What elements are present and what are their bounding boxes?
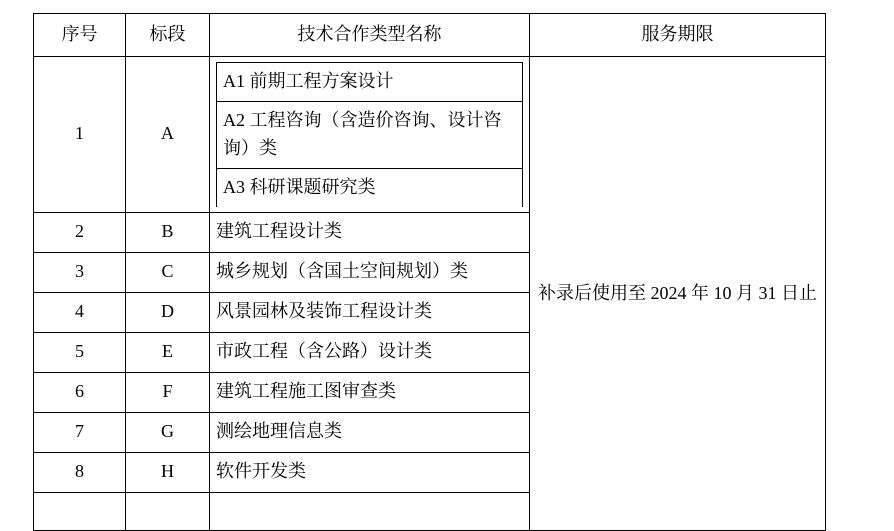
table-body — [34, 57, 826, 531]
row-no: 2 — [34, 212, 126, 252]
cooperation-types-table — [33, 13, 826, 531]
type-subrow — [217, 63, 523, 102]
column-header-type: 技术合作类型名称 — [210, 14, 530, 57]
row-type: 软件开发类 — [210, 452, 530, 492]
column-header-term: 服务期限 — [530, 14, 826, 57]
row-lot: G — [126, 412, 210, 452]
spacer-no — [34, 492, 126, 531]
type-label: A2 工程咨询（含造价咨询、设计咨询）类 — [217, 101, 523, 168]
row-type: 建筑工程施工图审查类 — [210, 372, 530, 412]
row-no: 1 — [34, 57, 126, 213]
row-type: 城乡规划（含国土空间规划）类 — [210, 252, 530, 292]
row-no: 7 — [34, 412, 126, 452]
row-no: 8 — [34, 452, 126, 492]
type-subtable — [216, 62, 523, 207]
row-lot: H — [126, 452, 210, 492]
type-subrow — [217, 101, 523, 168]
row-type: 测绘地理信息类 — [210, 412, 530, 452]
row-type: 风景园林及装饰工程设计类 — [210, 292, 530, 332]
table-row — [34, 57, 826, 213]
row-lot: A — [126, 57, 210, 213]
row-no: 4 — [34, 292, 126, 332]
row-type: 建筑工程设计类 — [210, 212, 530, 252]
row-lot: B — [126, 212, 210, 252]
row-lot: D — [126, 292, 210, 332]
row-no: 3 — [34, 252, 126, 292]
table-header — [34, 14, 826, 57]
type-label: A3 科研课题研究类 — [217, 168, 523, 206]
row-type-group — [210, 57, 530, 213]
service-term-cell: 补录后使用至 2024 年 10 月 31 日止 — [530, 57, 826, 531]
table-header-row — [34, 14, 826, 57]
column-header-lot: 标段 — [126, 14, 210, 57]
spacer-type — [210, 492, 530, 531]
column-header-no: 序号 — [34, 14, 126, 57]
type-label: A1 前期工程方案设计 — [217, 63, 523, 102]
row-lot: E — [126, 332, 210, 372]
row-lot: F — [126, 372, 210, 412]
row-lot: C — [126, 252, 210, 292]
row-no: 6 — [34, 372, 126, 412]
spacer-lot — [126, 492, 210, 531]
row-type: 市政工程（含公路）设计类 — [210, 332, 530, 372]
type-subrow — [217, 168, 523, 206]
row-no: 5 — [34, 332, 126, 372]
